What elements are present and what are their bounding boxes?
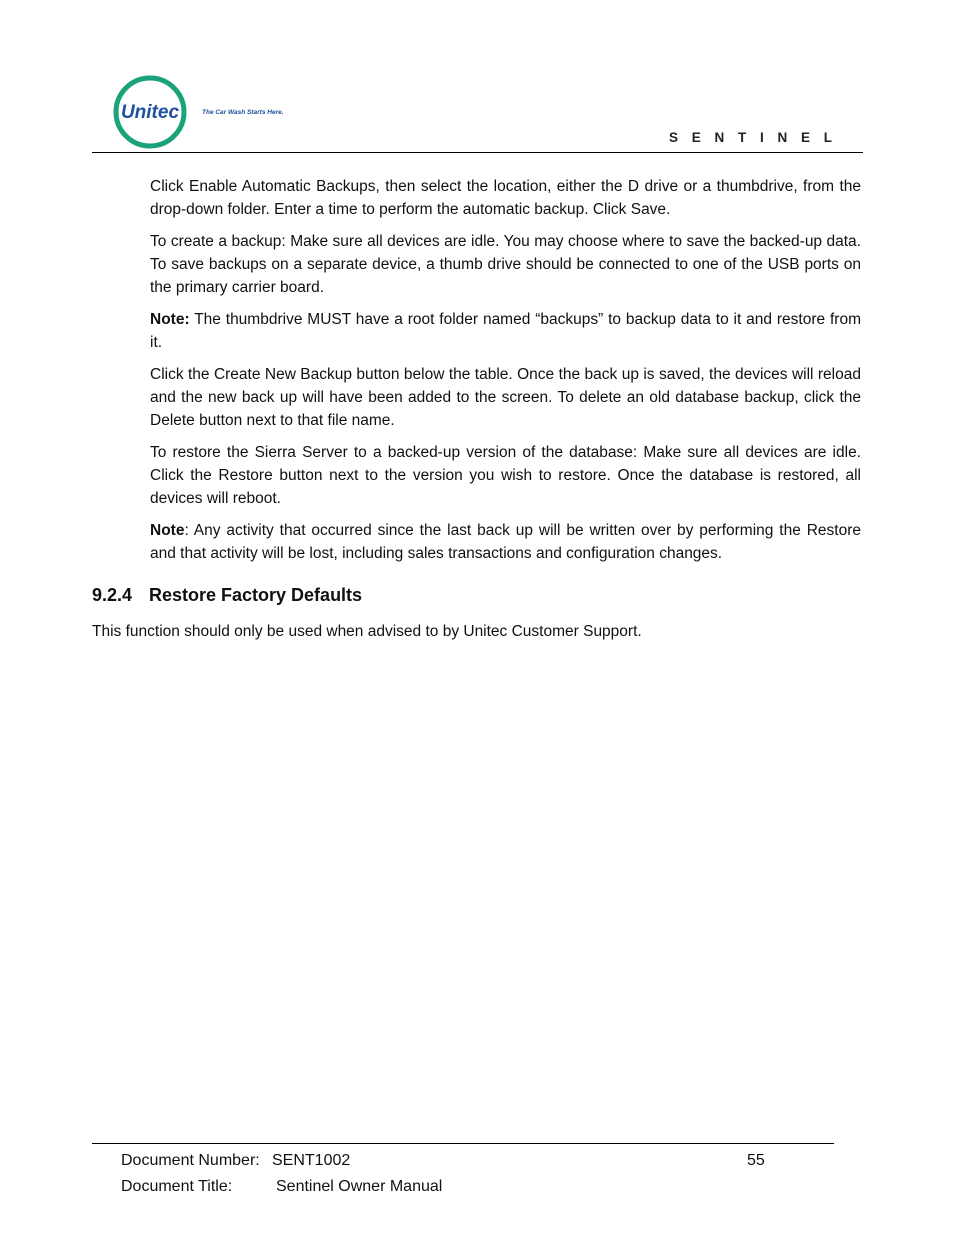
doc-title: Sentinel Owner Manual	[276, 1178, 443, 1195]
page-number: 55	[747, 1152, 765, 1169]
note-paragraph-2: Note: Any activity that occurred since the last back up will be written over by performing the Restore and that activity will be lost, including sales transactions and configuration changes.	[150, 522, 861, 562]
section-heading	[92, 585, 362, 606]
paragraph-5: To restore the Sierra Server to a backed-up version of the database: Make sure all devices are idle. Click the Restore button next to the version you wish to restore. Once the database is restored, all devices will reboot.	[150, 444, 861, 507]
section-number: 9.2.4	[92, 585, 133, 605]
note-paragraph-1: Note: The thumbdrive MUST have a root folder named “backups” to backup data to it and restore from it.	[150, 311, 861, 351]
header-product-name: S E N T I N E L	[668, 130, 837, 145]
doc-number-label: Document Number:	[121, 1152, 260, 1169]
unitec-logo	[106, 72, 296, 152]
header-divider	[92, 152, 863, 153]
paragraph-4: Click the Create New Backup button below the table. Once the back up is saved, the devices will reload and the new back up will have been added to the screen. To delete an old database backup, click the Delete button next to that file name.	[150, 366, 861, 429]
doc-title-label: Document Title:	[121, 1178, 233, 1195]
body-text	[150, 175, 861, 574]
logo-tagline: The Car Wash Starts Here.	[202, 109, 284, 116]
logo-wordmark: Unitec	[120, 102, 180, 123]
note-label: Note:	[150, 311, 190, 328]
paragraph-2: To create a backup: Make sure all devices are idle. You may choose where to save the backed-up data. To save backups on a separate device, a thumb drive should be connected to one of the USB ports on the primary carrier board.	[150, 233, 861, 296]
paragraph-1: Click Enable Automatic Backups, then select the location, either the D drive or a thumbdrive, from the drop-down folder. Enter a time to perform the automatic backup. Click Save.	[150, 178, 861, 218]
note-label: Note	[150, 522, 185, 539]
doc-number: SENT1002	[272, 1152, 351, 1169]
footer-divider	[92, 1143, 834, 1144]
footer	[121, 1148, 781, 1200]
section-title: Restore Factory Defaults	[149, 585, 363, 605]
section-text: This function should only be used when advised to by Unitec Customer Support.	[92, 623, 642, 640]
